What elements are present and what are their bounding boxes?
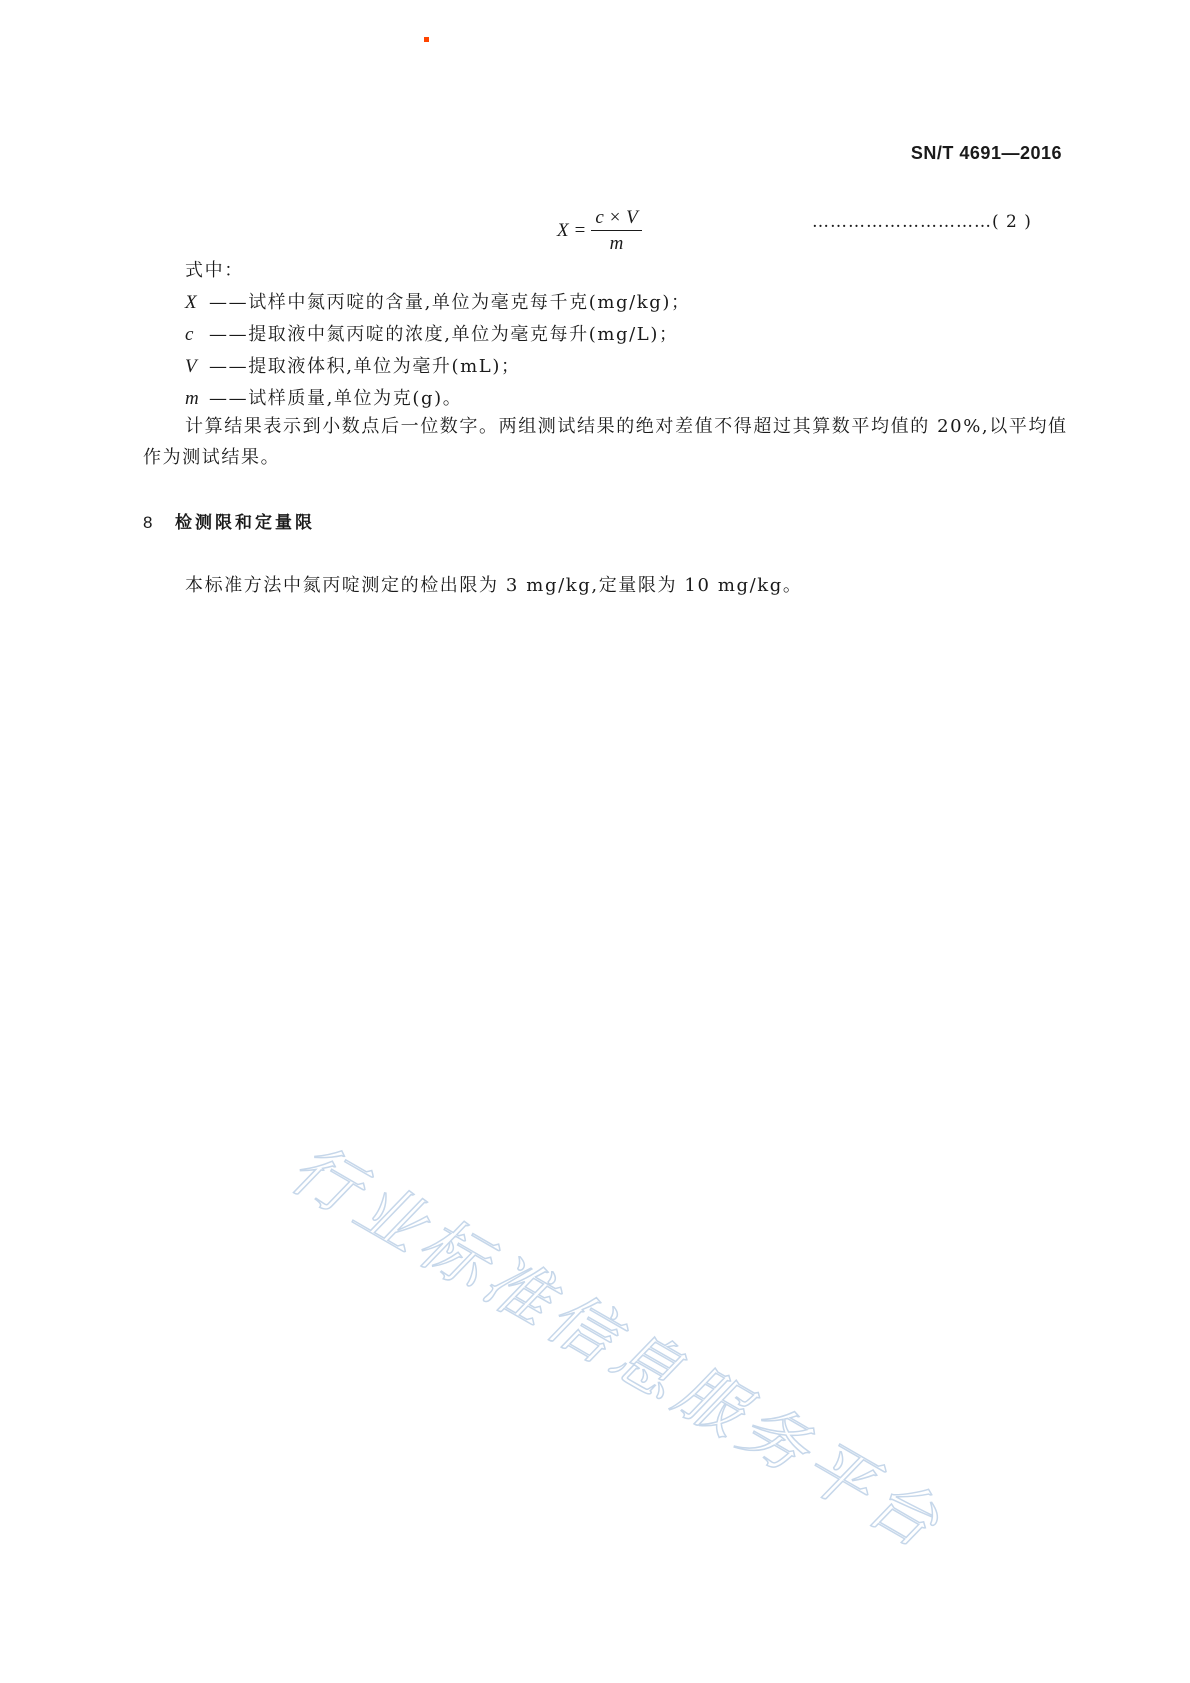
section-8-body: 本标准方法中氮丙啶测定的检出限为 3 mg/kg,定量限为 10 mg/kg。 bbox=[185, 575, 803, 596]
corner-mark bbox=[424, 37, 429, 42]
result-paragraph: 计算结果表示到小数点后一位数字。两组测试结果的绝对差值不得超过其算数平均值的 20%,以平均值作为测试结果。 bbox=[143, 416, 1068, 468]
formula-lhs: X bbox=[557, 219, 569, 241]
variable-symbol: m bbox=[185, 388, 199, 409]
formula-numerator: c × V bbox=[591, 208, 641, 231]
variable-x bbox=[185, 288, 691, 314]
equation-number: …………………………( 2 ) bbox=[812, 212, 1032, 232]
variable-desc: ——提取液体积,单位为毫升(mL)； bbox=[209, 356, 521, 377]
section-8-heading bbox=[143, 508, 315, 533]
formula-denominator: m bbox=[609, 233, 624, 254]
standard-code: SN/T 4691—2016 bbox=[910, 143, 1062, 163]
formula-2 bbox=[557, 208, 642, 253]
variable-desc: ——试样质量,单位为克(g)。 bbox=[209, 388, 463, 409]
variable-desc: ——试样中氮丙啶的含量,单位为毫克每千克(mg/kg)； bbox=[209, 292, 691, 313]
formula-equals: = bbox=[574, 219, 586, 241]
section-number: 8 bbox=[143, 513, 153, 532]
variable-symbol: c bbox=[185, 324, 194, 345]
variable-desc: ——提取液中氮丙啶的浓度,单位为毫克每升(mg/L)； bbox=[209, 324, 679, 345]
section-title: 检测限和定量限 bbox=[175, 513, 315, 532]
formula-fraction bbox=[591, 208, 641, 253]
variable-v bbox=[185, 352, 521, 378]
variable-symbol: V bbox=[185, 356, 197, 377]
variable-c bbox=[185, 320, 679, 346]
where-label: 式中： bbox=[185, 260, 244, 281]
watermark: 行业标准信息服务平台 bbox=[277, 1129, 958, 1567]
variable-m bbox=[185, 384, 462, 410]
variable-symbol: X bbox=[185, 292, 197, 313]
